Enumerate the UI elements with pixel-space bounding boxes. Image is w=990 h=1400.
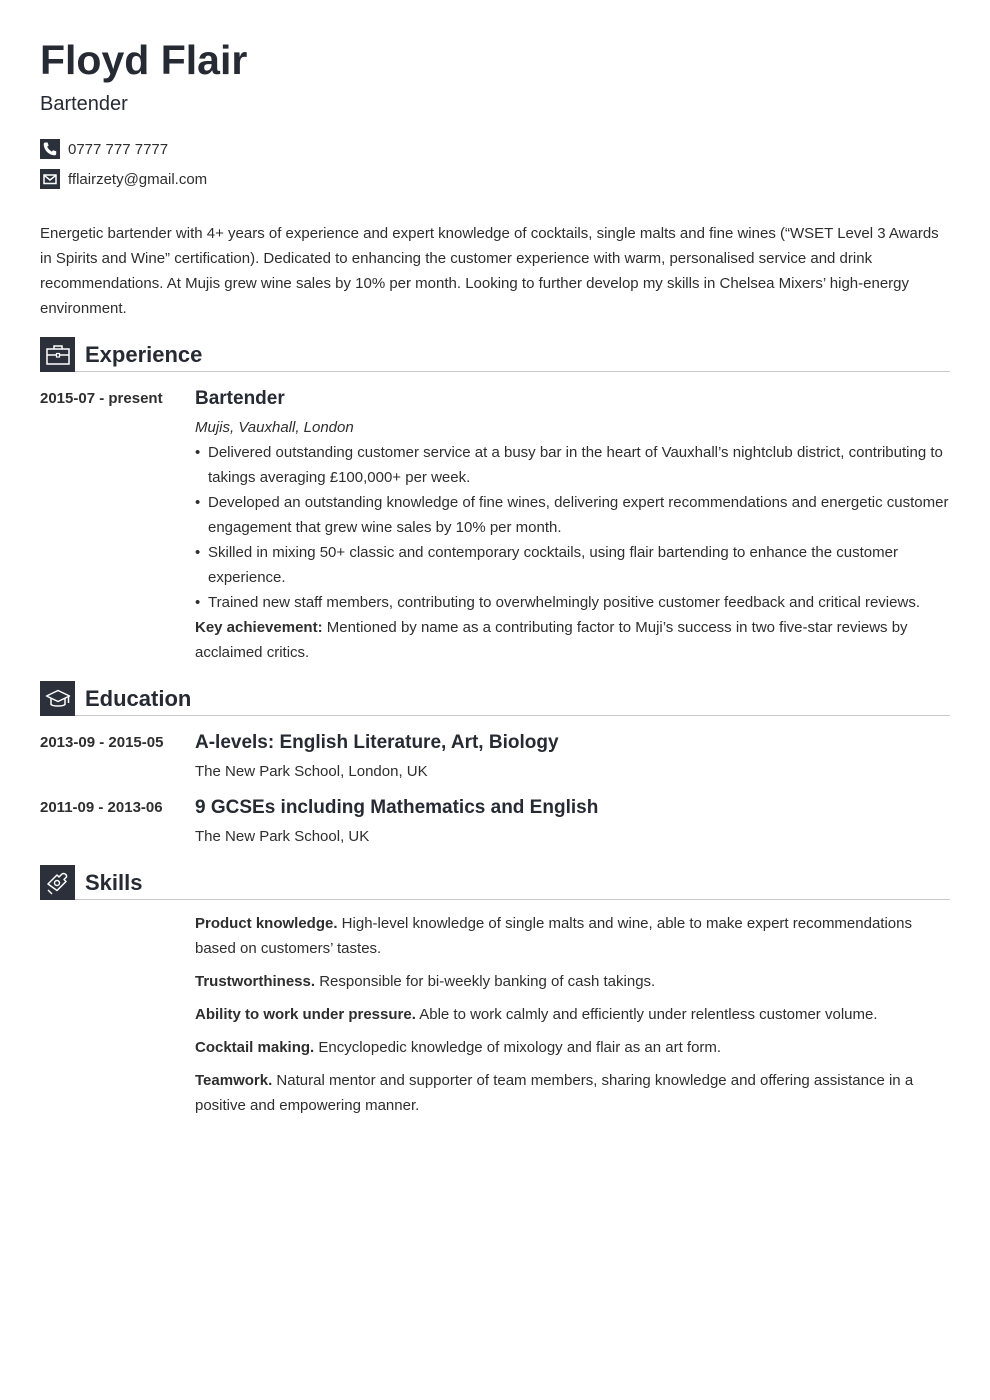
briefcase-icon bbox=[40, 337, 75, 372]
skills-heading: Skills bbox=[85, 870, 143, 895]
skill-text: Encyclopedic knowledge of mixology and flair as an art form. bbox=[314, 1039, 722, 1056]
graduation-cap-icon bbox=[40, 681, 75, 716]
job-title: Bartender bbox=[195, 388, 285, 409]
job-bullet: • Skilled in mixing 50+ classic and contemporary cocktails, using flair bartending to enhance the customer experience. bbox=[195, 544, 898, 586]
skills-list bbox=[195, 911, 950, 1126]
experience-section-header bbox=[40, 337, 950, 373]
job-dates: 2015-07 - present bbox=[40, 390, 163, 407]
skill-text: High-level knowledge of single malts and wine, able to make expert recommendations based on customers’ tastes. bbox=[195, 915, 912, 957]
education-section-header bbox=[40, 681, 950, 717]
contact-phone bbox=[40, 139, 168, 159]
job-bullet: • Delivered outstanding customer service at a busy bar in the heart of Vauxhall’s nightclub district, contributing to takings averaging £100,000+ per week. bbox=[195, 444, 943, 486]
skill-label: Ability to work under pressure. bbox=[195, 1006, 416, 1023]
experience-heading: Experience bbox=[85, 342, 203, 367]
education-heading: Education bbox=[85, 686, 192, 711]
skill-item bbox=[195, 911, 950, 961]
education-school: The New Park School, London, UK bbox=[195, 763, 428, 780]
skill-label: Trustworthiness. bbox=[195, 973, 316, 990]
skill-text: Able to work calmly and efficiently under relentless customer volume. bbox=[415, 1006, 878, 1023]
skills-section-header bbox=[40, 865, 950, 901]
education-school: The New Park School, UK bbox=[195, 828, 370, 845]
phone-icon bbox=[40, 139, 60, 159]
skill-item bbox=[195, 969, 950, 994]
key-achievement-text: Mentioned by name as a contributing factor to Muji’s success in two five-star reviews by acclaimed critics. bbox=[195, 619, 908, 661]
key-achievement bbox=[195, 615, 950, 665]
skill-item bbox=[195, 1002, 950, 1027]
section-divider bbox=[75, 715, 950, 716]
skill-text: Responsible for bi-weekly banking of cash takings. bbox=[315, 973, 656, 990]
profile-summary: Energetic bartender with 4+ years of experience and expert knowledge of cocktails, single malts and fine wines (“WSET Level 3 Awards in Spirits and Wine” certification). Dedicated to enhancing the customer experience with warm, personalised service and drink recommendations. At Mujis grew wine sales by 10% per month. Looking to further develop my skills in Chelsea Mixers’ high-energy environment. bbox=[40, 225, 939, 317]
skill-item bbox=[195, 1035, 950, 1060]
skill-label: Product knowledge. bbox=[195, 915, 338, 932]
section-divider bbox=[75, 899, 950, 900]
education-title: A-levels: English Literature, Art, Biology bbox=[195, 732, 559, 753]
education-dates: 2011-09 - 2013-06 bbox=[40, 799, 163, 816]
skill-label: Cocktail making. bbox=[195, 1039, 315, 1056]
candidate-name: Floyd Flair bbox=[40, 37, 248, 83]
key-achievement-label: Key achievement: bbox=[195, 619, 323, 636]
education-title: 9 GCSEs including Mathematics and English bbox=[195, 797, 599, 818]
job-entry bbox=[195, 387, 950, 665]
email-address[interactable]: fflairzety@gmail.com bbox=[68, 170, 208, 188]
phone-number[interactable]: 0777 777 7777 bbox=[68, 140, 169, 158]
section-divider bbox=[75, 371, 950, 372]
contact-email bbox=[40, 169, 207, 189]
job-bullet: • Trained new staff members, contributing to overwhelmingly positive customer feedback and critical reviews. bbox=[195, 594, 920, 611]
education-entry bbox=[195, 731, 950, 784]
education-dates: 2013-09 - 2015-05 bbox=[40, 734, 164, 751]
skill-item bbox=[195, 1068, 950, 1118]
skill-text: Natural mentor and supporter of team members, sharing knowledge and offering assistance in a positive and empowering manner. bbox=[195, 1072, 914, 1114]
job-bullets bbox=[195, 440, 950, 615]
envelope-icon bbox=[40, 169, 60, 189]
skill-label: Teamwork. bbox=[195, 1072, 273, 1089]
skills-icon bbox=[40, 865, 75, 900]
job-bullet: • Developed an outstanding knowledge of fine wines, delivering expert recommendations and energetic customer engagement that grew wine sales by 10% per month. bbox=[195, 494, 949, 536]
job-company: Mujis, Vauxhall, London bbox=[195, 419, 354, 436]
candidate-title: Bartender bbox=[40, 93, 128, 115]
education-entry bbox=[195, 796, 950, 849]
